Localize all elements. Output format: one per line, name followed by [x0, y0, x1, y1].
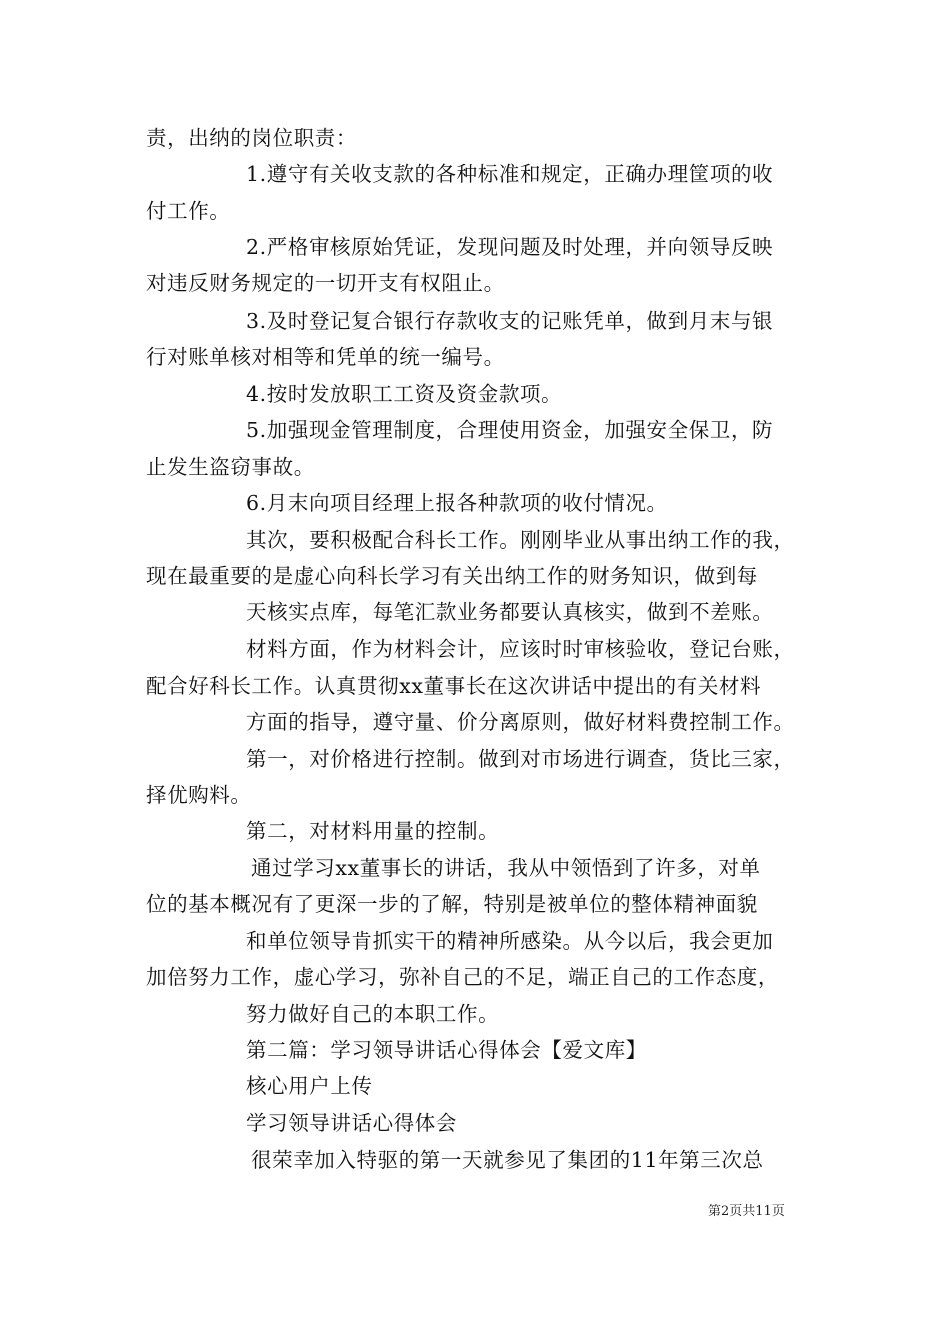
- text-line: 材料方面，作为材料会计，应该时时审核验收，登记台账，: [246, 637, 795, 661]
- text-line: 4.按时发放职工工资及资金款项。: [246, 382, 563, 406]
- text-line: 配合好科长工作。认真贯彻xx董事长在这次讲话中提出的有关材料: [146, 674, 762, 698]
- page-footer: 第2页共11页: [708, 1204, 785, 1219]
- text-line: 努力做好自己的本职工作。: [246, 1002, 500, 1026]
- text-line: 2.严格审核原始凭证，发现问题及时处理，并向领导反映: [246, 235, 774, 259]
- text-line: 位的基本概况有了更深一步的了解，特别是被单位的整体精神面貌: [146, 892, 758, 916]
- text-line: 方面的指导，遵守量、价分离原则，做好材料费控制工作。: [246, 710, 795, 734]
- text-line: 行对账单核对相等和凭单的统一编号。: [146, 345, 505, 369]
- text-line: 第二，对材料用量的控制。: [246, 819, 500, 843]
- text-line: 学习领导讲话心得体会: [246, 1111, 457, 1135]
- text-line: 择优购料。: [146, 783, 252, 807]
- text-line: 3.及时登记复合银行存款收支的记账凭单，做到月末与银: [246, 309, 774, 333]
- text-line: 很荣幸加入特驱的第一天就参见了集团的11年第三次总: [251, 1148, 764, 1172]
- text-line: 现在最重要的是虚心向科长学习有关出纳工作的财务知识，做到每: [146, 564, 758, 588]
- text-line: 第一，对价格进行控制。做到对市场进行调查，货比三家，: [246, 747, 795, 771]
- text-line: 和单位领导肯抓实干的精神所感染。从今以后，我会更加: [246, 929, 774, 953]
- text-line: 天核实点库，每笔汇款业务都要认真核实，做到不差账。: [246, 600, 774, 624]
- text-line: 核心用户上传: [246, 1074, 373, 1098]
- section-heading: 第二篇：学习领导讲话心得体会【爱文库】: [246, 1038, 647, 1062]
- text-line: 止发生盗窃事故。: [146, 455, 315, 479]
- text-line: 通过学习xx董事长的讲话，我从中领悟到了许多，对单: [251, 856, 761, 880]
- text-line: 1.遵守有关收支款的各种标准和规定，正确办理筐项的收: [246, 162, 774, 186]
- text-line: 付工作。: [146, 199, 231, 223]
- text-line: 6.月末向项目经理上报各种款项的收付情况。: [246, 491, 668, 515]
- text-line: 其次，要积极配合科长工作。刚刚毕业从事出纳工作的我，: [246, 528, 795, 552]
- text-line: 加倍努力工作，虚心学习，弥补自己的不足，端正自己的工作态度，: [146, 965, 779, 989]
- text-line: 5.加强现金管理制度，合理使用资金，加强安全保卫，防: [246, 418, 774, 442]
- text-line: 责，出纳的岗位职责：: [146, 126, 357, 150]
- text-line: 对违反财务规定的一切开支有权阻止。: [146, 271, 505, 295]
